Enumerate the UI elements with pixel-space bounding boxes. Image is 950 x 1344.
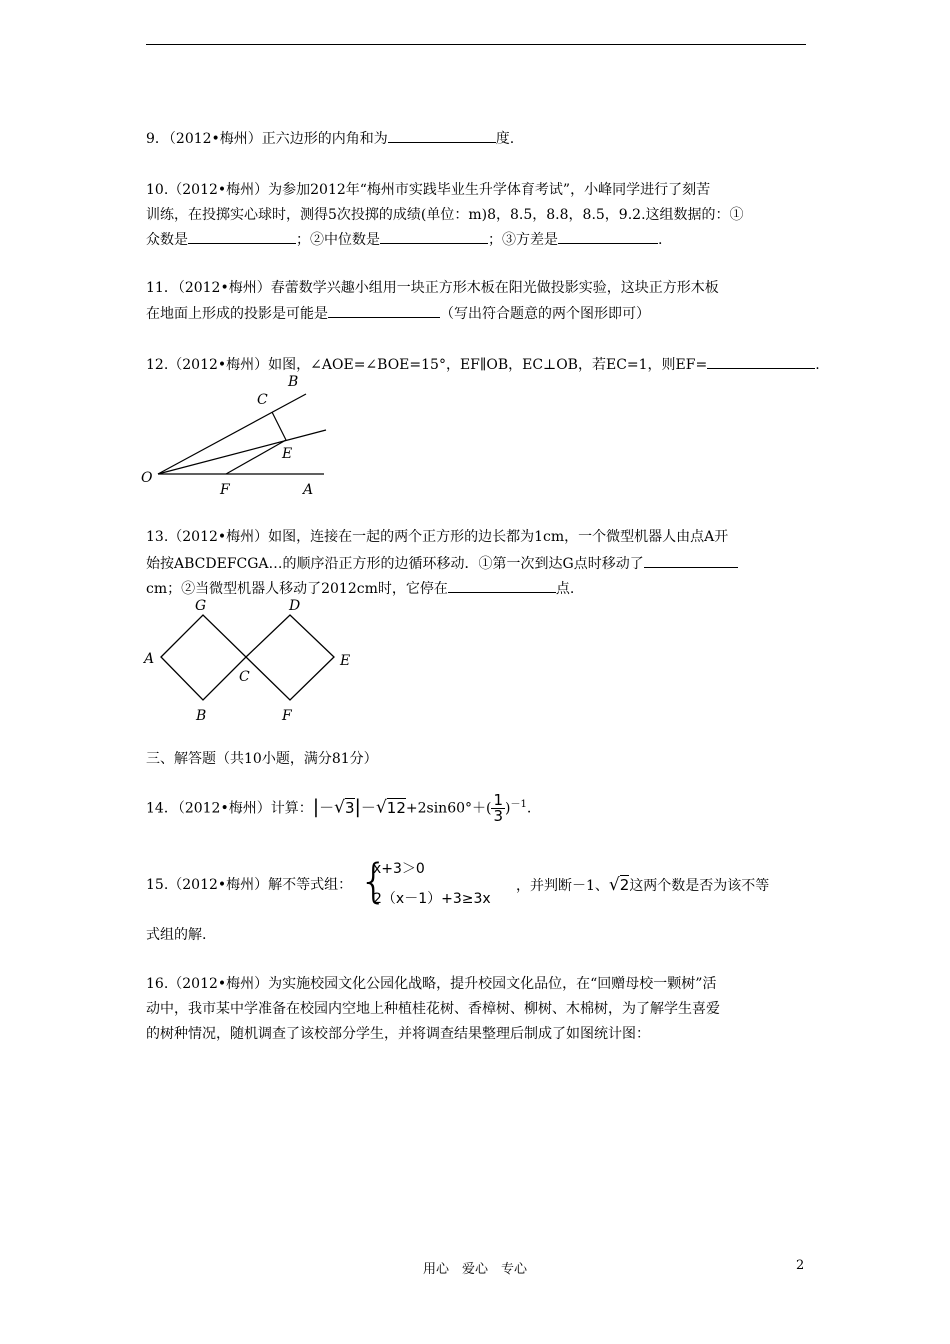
- q13-end: 点.: [555, 581, 575, 597]
- q14-close: ): [505, 800, 511, 817]
- section-3-title: 三、解答题（共10小题，满分81分）: [146, 751, 378, 767]
- q15-tail: [516, 876, 769, 895]
- label-b: B: [288, 374, 299, 390]
- q13-stop-text: cm；②当微型机器人移动了2012cm时，它停在: [146, 581, 448, 597]
- q10-end: .: [658, 232, 663, 248]
- label-b: B: [196, 708, 207, 724]
- q16-line-2: 动中，我市某中学准备在校园内空地上种植桂花树、香樟树、柳树、木棉树，为了解学生喜爱: [146, 1001, 720, 1017]
- q10-median-label: ；②中位数是: [296, 232, 380, 248]
- q11-line-1: 11．（2012•梅州）春蕾数学兴趣小组用一块正方形木板在阳光做投影实验，这块正方形木板: [146, 280, 719, 296]
- q14-abs-close: |: [354, 795, 361, 818]
- q10-line-3: [146, 229, 662, 249]
- question-14: [146, 788, 532, 826]
- footer-motto: 用心 爱心 专心: [422, 1262, 527, 1277]
- question-9: [146, 128, 514, 148]
- label-c: C: [239, 669, 250, 685]
- q13-line-2: [146, 553, 738, 573]
- q10-variance-label: ；③方差是: [488, 232, 558, 248]
- q12-end: .: [815, 357, 820, 373]
- q10-line-1: 10.（2012•梅州）为参加2012年“梅州市实践毕业生升学体育考试”，小峰同学进行了刻苦: [146, 182, 711, 198]
- q15-inequality-1: x+3＞0: [373, 861, 425, 877]
- page-number: 2: [796, 1258, 805, 1273]
- q14-radical-icon-2: √: [375, 797, 387, 818]
- q13-sequence-text: 始按ABCDEFCGA…的顺序沿正方形的边循环移动．①第一次到达G点时移动了: [146, 556, 644, 572]
- segment-ef: [226, 440, 286, 474]
- q13-line-1: 13.（2012•梅州）如图，连接在一起的两个正方形的边长都为1cm，一个微型机器人由点A开: [146, 529, 729, 545]
- q11-line-2: [146, 303, 650, 323]
- square-cdef: [246, 615, 334, 700]
- q14-numerator: 1: [493, 791, 504, 810]
- q10-mode-label: 众数是: [146, 232, 188, 248]
- label-f: F: [220, 482, 230, 498]
- q16-line-3: 的树种情况，随机调查了该校部分学生，并将调查结果整理后制成了如图统计图：: [146, 1026, 650, 1042]
- q9-text: 9．（2012•梅州）正六边形的内角和为: [146, 131, 388, 147]
- ray-oe: [158, 430, 326, 474]
- q10-line-2: 训练，在投掷实心球时，测得5次投掷的成绩(单位：m)8，8.5，8.8，8.5，9.2.这组数据的：①: [146, 207, 744, 223]
- q14-minus: －: [319, 798, 335, 817]
- label-e: E: [282, 446, 293, 462]
- label-g: G: [195, 598, 207, 614]
- q11-note: （写出符合题意的两个图形即可）: [440, 306, 650, 322]
- label-o: O: [141, 470, 153, 486]
- q9-unit: 度.: [495, 131, 515, 147]
- ray-ob: [158, 394, 306, 474]
- q14-abs-open: |: [312, 795, 320, 818]
- q15-radical-icon: √: [608, 875, 620, 895]
- q11-answer-blank[interactable]: [328, 303, 440, 318]
- q12-text: 12.（2012•梅州）如图，∠AOE=∠BOE=15°，EF∥OB，EC⊥OB，若EC=1，则EF=: [146, 357, 708, 373]
- q14-radical-icon: √: [334, 797, 345, 818]
- q15-mid: ，并判断－1、: [516, 878, 609, 894]
- label-a: A: [303, 482, 314, 498]
- q14-fraction: [491, 793, 505, 824]
- q14-sqrt12: 12: [386, 798, 406, 817]
- label-a: A: [144, 651, 155, 667]
- segment-ec: [272, 412, 286, 440]
- q10-mode-blank[interactable]: [188, 229, 296, 244]
- q14-minus-2: －: [360, 798, 376, 817]
- q15-brace-icon: {: [359, 854, 389, 908]
- q13-point-blank[interactable]: [448, 578, 556, 593]
- q10-median-blank[interactable]: [380, 229, 488, 244]
- q10-variance-blank[interactable]: [558, 229, 658, 244]
- q13-figure: [140, 594, 360, 726]
- q14-sqrt3: 3: [344, 798, 355, 817]
- q15-suffix: 这两个数是否为该不等: [629, 878, 770, 894]
- q15-line-2: 式组的解.: [146, 927, 207, 943]
- q16-line-1: 16.（2012•梅州）为实施校园文化公园化战略，提升校园文化品位，在“回赠母校一颗树”活: [146, 976, 717, 992]
- label-f: F: [282, 708, 292, 724]
- header-rule: [146, 44, 806, 45]
- q14-exponent: －1: [510, 799, 527, 810]
- q15-sqrt2: 2: [619, 876, 630, 894]
- q12-figure: [136, 370, 336, 500]
- label-d: D: [289, 598, 301, 614]
- q12-answer-blank[interactable]: [707, 354, 815, 369]
- square-agcb: [161, 615, 246, 700]
- q14-prefix: 14．（2012•梅州）计算：: [146, 800, 313, 817]
- q11-label: 在地面上形成的投影是可能是: [146, 306, 328, 322]
- q15-inequality-2: 2（x－1）+3≥3x: [373, 891, 491, 907]
- q14-mid: +2sin60°＋(: [405, 800, 492, 817]
- q15-prefix: 15.（2012•梅州）解不等式组：: [146, 877, 353, 893]
- q14-denominator: 3: [493, 807, 504, 826]
- q9-answer-blank[interactable]: [388, 128, 496, 143]
- label-e: E: [340, 653, 351, 669]
- q13-distance-blank[interactable]: [644, 553, 738, 568]
- q14-end: .: [526, 800, 532, 817]
- label-c: C: [257, 392, 268, 408]
